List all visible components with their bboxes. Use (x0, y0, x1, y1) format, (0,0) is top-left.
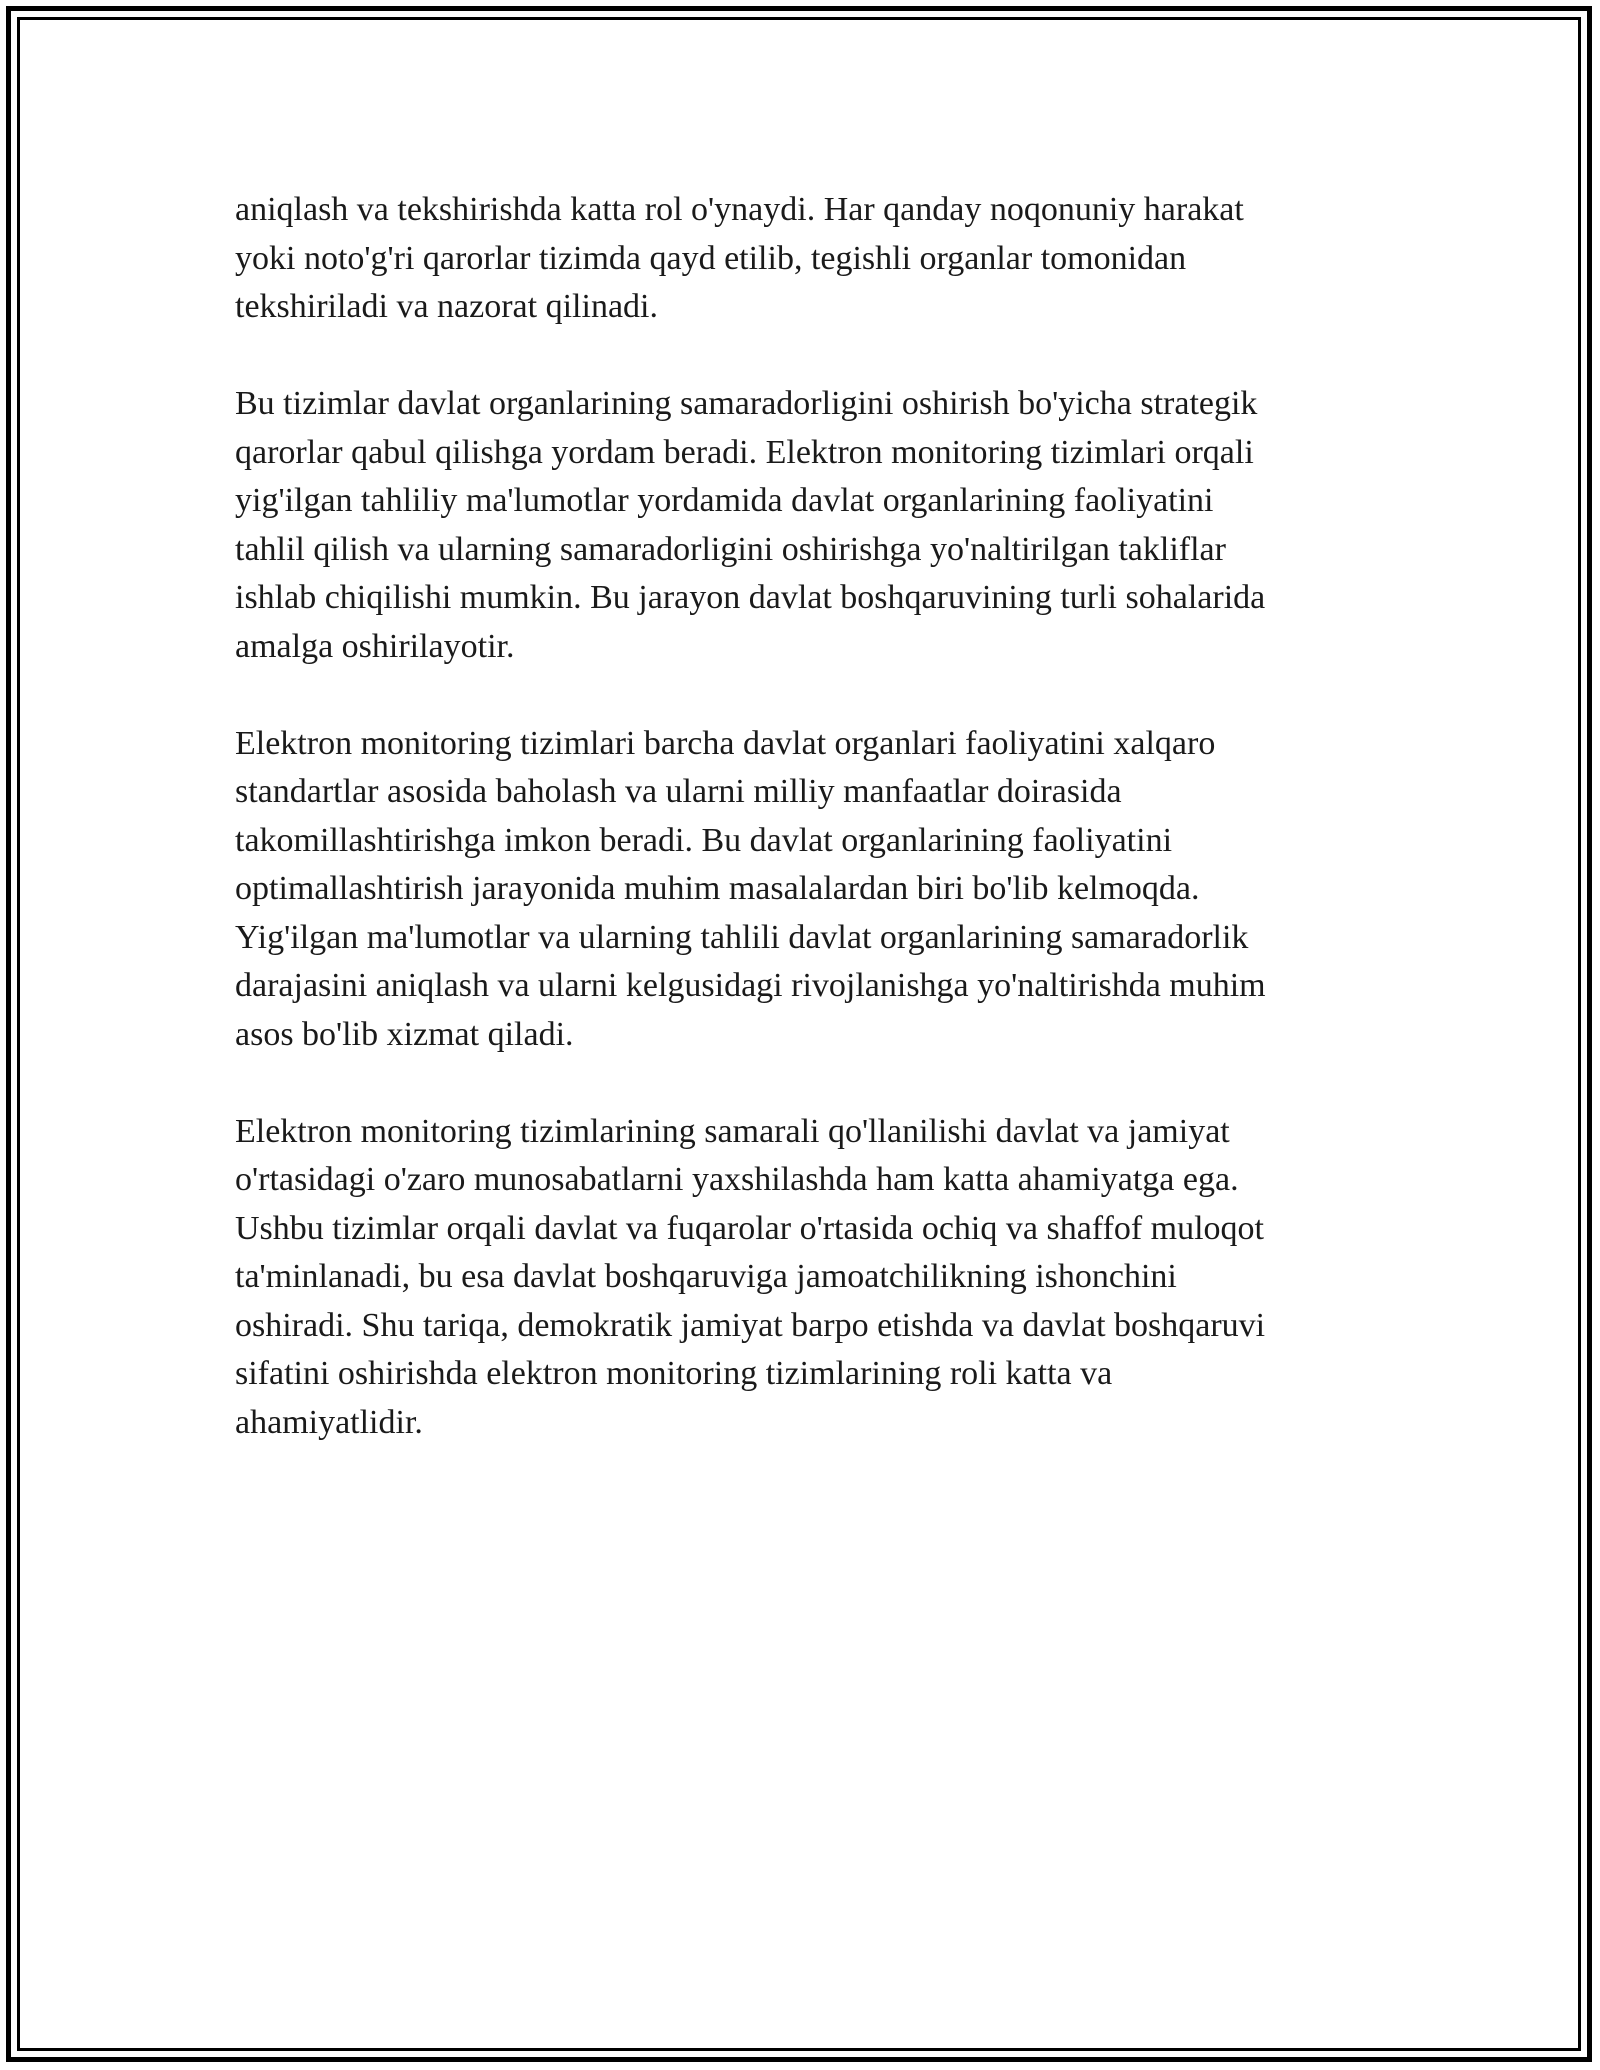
paragraph-1 (235, 186, 1365, 332)
text-line: oshiradi. Shu tariqa, demokratik jamiyat barpo etishda va davlat boshqaruvi (235, 1306, 1266, 1344)
text-line: Yig'ilgan ma'lumotlar va ularning tahlili davlat organlarining samaradorlik (235, 918, 1249, 956)
text-line: yoki noto'g'ri qarorlar tizimda qayd etilib, tegishli organlar tomonidan (235, 239, 1187, 277)
text-line: Elektron monitoring tizimlari barcha davlat organlari faoliyatini xalqaro (235, 724, 1216, 762)
text-line: o'rtasidagi o'zaro munosabatlarni yaxshilashda ham katta ahamiyatga ega. (235, 1161, 1239, 1198)
text-line: optimallashtirish jarayonida muhim masalalardan biri bo'lib kelmoqda. (235, 870, 1200, 907)
text-line: standartlar asosida baholash va ularni milliy manfaatlar doirasida (235, 773, 1122, 810)
text-line: amalga oshirilayotir. (235, 627, 515, 665)
text-line: ishlab chiqilishi mumkin. Bu jarayon davlat boshqaruvining turli sohalarida (235, 579, 1266, 616)
text-line: tekshiriladi va nazorat qilinadi. (235, 288, 658, 325)
text-line: ta'minlanadi, bu esa davlat boshqaruviga jamoatchilikning ishonchini (235, 1258, 1177, 1295)
text-line: tahlil qilish va ularning samaradorligini oshirishga yo'naltirilgan takliflar (235, 530, 1226, 568)
text-line: yig'ilgan tahliliy ma'lumotlar yordamida davlat organlarining faoliyatini (235, 482, 1214, 519)
text-line: darajasini aniqlash va ularni kelgusidagi rivojlanishga yo'naltirishda muhim (235, 967, 1266, 1004)
paragraph-4 (235, 1108, 1365, 1448)
document-body (235, 186, 1365, 1496)
text-line: ahamiyatlidir. (235, 1403, 423, 1441)
text-line: Elektron monitoring tizimlarining samarali qo'llanilishi davlat va jamiyat (235, 1112, 1230, 1150)
text-line: asos bo'lib xizmat qiladi. (235, 1015, 574, 1053)
text-line: Bu tizimlar davlat organlarining samaradorligini oshirish bo'yicha strategik (235, 385, 1258, 422)
text-line: Ushbu tizimlar orqali davlat va fuqarolar o'rtasida ochiq va shaffof muloqot (235, 1209, 1264, 1247)
text-line: qarorlar qabul qilishga yordam beradi. Elektron monitoring tizimlari orqali (235, 433, 1254, 471)
paragraph-2 (235, 380, 1365, 671)
text-line: aniqlash va tekshirishda katta rol o'ynaydi. Har qanday noqonuniy harakat (235, 191, 1244, 228)
text-line: takomillashtirishga imkon beradi. Bu davlat organlarining faoliyatini (235, 821, 1173, 859)
text-line: sifatini oshirishda elektron monitoring tizimlarining roli katta va (235, 1355, 1113, 1392)
paragraph-3 (235, 720, 1365, 1060)
